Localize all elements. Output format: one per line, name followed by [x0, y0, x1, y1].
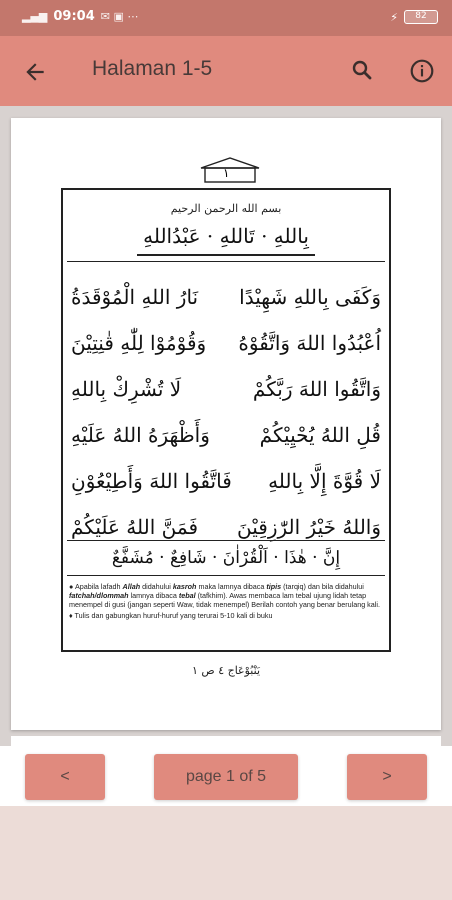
page-title: Halaman 1-5 [92, 57, 213, 80]
next-page-button[interactable]: > [347, 754, 427, 800]
example-right: لَا قُوَّةَ إِلَّا بِاللهِ [268, 469, 381, 493]
example-left: نَارُ اللهِ الْمُوْقَدَةُ [71, 285, 199, 309]
example-right: وَاتَّقُوا اللهَ رَبَّكُمْ [252, 377, 381, 401]
example-left: فَمَنَّ اللهُ عَلَيْكُمْ [71, 515, 199, 539]
page-indicator-button[interactable]: page 1 of 5 [154, 754, 298, 800]
example-right: قُلِ اللهُ يُحْيِيْكُمْ [259, 423, 381, 447]
notification-icons: ✉ ▣ ⋯ [100, 10, 139, 23]
bottom-area [0, 806, 452, 900]
pdf-viewer[interactable] [0, 106, 452, 746]
info-icon[interactable] [409, 58, 435, 84]
example-row [71, 458, 381, 504]
charging-icon: ⚡ [390, 10, 398, 24]
signal-icon: ▂▄▆ [22, 10, 48, 23]
main-phrase: بِاللهِ · تَاللهِ · عَبْدُاللهِ [143, 224, 309, 248]
example-row [71, 320, 381, 366]
search-icon[interactable] [350, 58, 374, 82]
page-number-badge [197, 156, 263, 184]
previous-page-button[interactable]: < [25, 754, 105, 800]
back-arrow-icon[interactable] [22, 59, 48, 85]
example-left: وَأَظْهَرَهُ اللهُ عَلَيْهِ [71, 423, 210, 447]
lesson-header [67, 194, 385, 262]
separator-phrase: إِنَّ · هٰذَا · اَلْقُرْاٰنَ · شَافِعٌ · مُشَفَّعٌ [67, 540, 385, 576]
note-tarqiq-tafkhim: ● Apabila lafadh Allah didahului kasroh maka lamnya dibaca tipis (tarqiq) dan bila didahului fatchah/dlommah lamnya dibaca tebal (tafkhim). Awas membaca lam tebal ujung lidah tetap menempel di gusi (jangan seperti Waw, tidak menempel) Berilah contoh yang benar berulang kali. [69, 582, 380, 609]
page-footer: يَنْبُوْعَاج ٤ ص ١ [191, 664, 261, 677]
example-left: فَاتَّقُوا اللهَ وَأَطِيْعُوْنِ [71, 469, 232, 493]
example-left: لَا تُشْرِكْ بِاللهِ [71, 377, 182, 401]
battery-icon: 82 [404, 10, 438, 24]
document-page [11, 118, 441, 730]
example-right: اُعْبُدُوا اللهَ وَاتَّقُوْهُ [238, 331, 381, 355]
example-right: وَاللهُ خَيْرُ الرّٰزِقِيْنَ [237, 515, 381, 539]
basmalah: بسم الله الرحمن الرحيم [170, 202, 282, 215]
phrase-underline [137, 254, 315, 256]
arabic-examples [71, 274, 381, 550]
example-right: وَكَفَى بِاللهِ شَهِيْدًا [239, 285, 381, 309]
app-bar [0, 36, 452, 106]
example-left: وَقُوْمُوْا لِلّٰهِ قٰنِتِيْنَ [71, 331, 207, 355]
example-row [71, 274, 381, 320]
example-row [71, 412, 381, 458]
status-time: 09:04 [53, 9, 95, 24]
page-number-top: ١ [223, 166, 230, 180]
status-bar [0, 0, 452, 36]
page-navigation [0, 746, 452, 806]
note-writing-practice: ♦ Tulis dan gabungkan huruf-huruf yang terurai 5-10 kali di buku [69, 611, 273, 620]
example-row [71, 366, 381, 412]
lesson-frame [61, 188, 391, 652]
lesson-notes [69, 582, 383, 622]
